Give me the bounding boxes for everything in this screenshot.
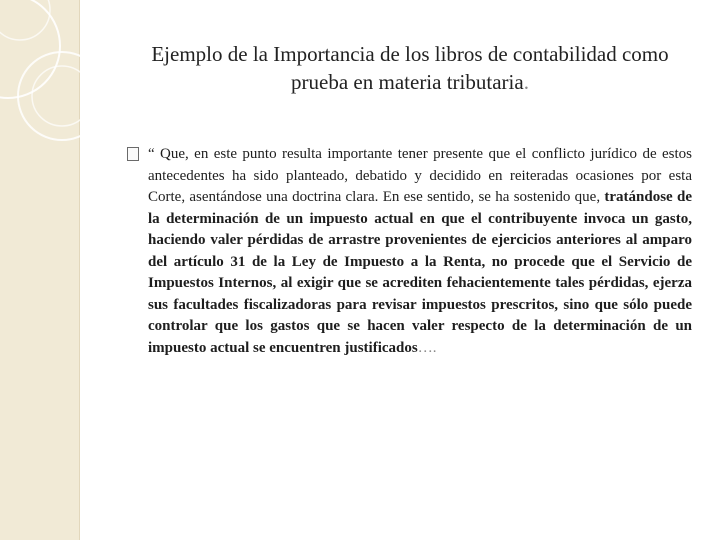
title-line-2-text: prueba en materia tributaria — [291, 70, 524, 94]
title-line-2 — [110, 68, 710, 96]
decorative-circle — [0, 0, 60, 98]
title-period: . — [523, 70, 529, 94]
title-line-1: Ejemplo de la Importancia de los libros de contabilidad como — [151, 42, 669, 66]
quote-intro: “ Que, en este punto resulta importante tener presente que el conflicto jurídico de estos antecedentes ha sido planteado, debatido y decidido en reiteradas ocasiones por esta Corte, asentándose una doctrina clara. En ese sentido, se ha sostenido que, — [148, 146, 692, 205]
slide-title — [110, 40, 710, 96]
bullet-paragraph — [148, 144, 692, 359]
quote-ellipsis: …. — [417, 339, 437, 356]
decorative-circle — [18, 52, 106, 140]
quote-bold-passage: tratándose de la determinación de un impuesto actual en que el contribuyente invoca un gasto, haciendo valer pérdidas de arrastre provenientes de ejercicios anteriores al amparo del artículo 31 de la Ley de Impuesto a la Renta, no procede que el Servicio de Impuestos Internos, al exigir que se acrediten fehacientemente tales pérdidas, ejerza sus facultades fiscalizadoras para revisar impuestos prescritos, sino que sólo puede controlar que los gastos que se hacen valer respecto de la determinación de un impuesto actual se encuentren justificados — [148, 189, 692, 356]
square-bullet-icon — [127, 147, 139, 161]
decorative-circle — [32, 66, 92, 126]
